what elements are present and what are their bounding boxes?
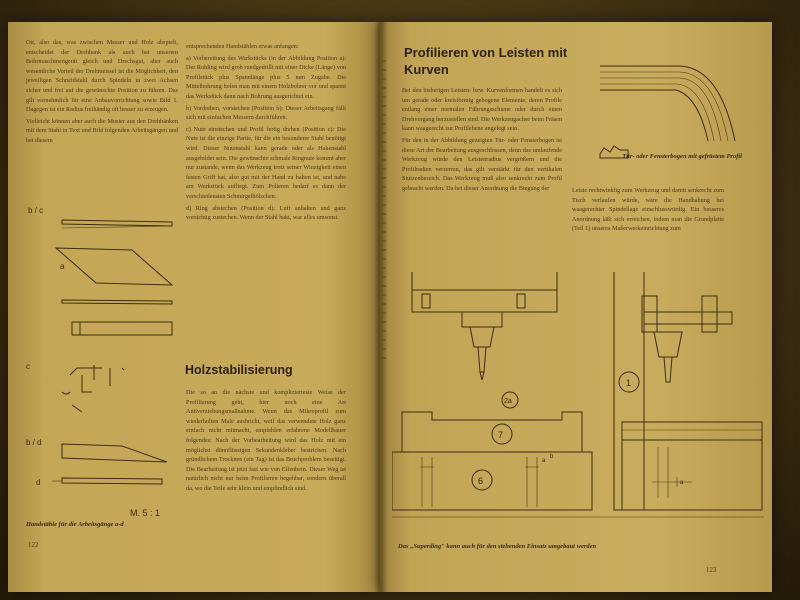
fig-label-a: a <box>60 262 65 271</box>
chuck <box>470 327 494 347</box>
arch-figure <box>570 56 750 166</box>
drill-bit <box>478 347 486 372</box>
label-a-2: a <box>680 480 684 486</box>
left-col1-para-2: Vielleicht können aber auch die Muster aus den Drehbänken mit dem Stahl in Text und Bild folgenden Arbeitsgängen und bei diesem <box>26 117 178 144</box>
tool-blade-bc-edge <box>62 226 172 228</box>
right-caption: Das „Superding" kann auch für den stehenden Einsatz umgebaut werden <box>398 543 597 550</box>
chuck-right <box>654 332 682 357</box>
tool-bar <box>62 300 172 304</box>
rod-right <box>658 447 668 498</box>
arch-outer <box>600 66 735 141</box>
left-col2-text <box>186 42 346 225</box>
tool-bar-d <box>62 478 162 484</box>
left-col2-para-0: entsprechenden Handstählen etwas anfangen: <box>186 43 299 50</box>
left-col2-para-2: b) Vordrehen, vorstechen (Position b): Dieser Arbeitsgang fällt sich mit einfachen Messern durchführen. <box>186 104 346 122</box>
fig-label-c: c <box>26 362 30 371</box>
label-2a: 2a <box>504 398 512 405</box>
crossbeam <box>412 290 557 312</box>
left-page-number: 122 <box>28 541 39 549</box>
arch-line-4 <box>600 84 714 141</box>
fig-scale-label: M. 5 : 1 <box>130 508 161 518</box>
right-col1-text <box>402 86 562 196</box>
left-col2-para-3: c) Nute einstechen und Profil fertig drehen (Position c): Die Nute ist die einzige Partie, für die ein besonderer Stahl benötigt wird. Dieser Nutenstahl kann gerade oder als Hakenstahl ausgebildet sein. Die gewünschte schmale Ringnute kommt aber nur zustande, wenn das Werkzeug trotz seiner Winzigkeit einen festen Griff hat, also gut mit der Hand zu halten ist, und nahe am Werkstück aufliegt. Zum Polieren bedarf es dann der verschiedensten Schmirgelhölzchen. <box>186 125 346 200</box>
left-col1-text <box>26 38 178 148</box>
arch-line-2 <box>600 72 728 141</box>
table-right <box>622 422 762 440</box>
tool-shaft <box>80 322 172 335</box>
label-b: b <box>550 454 554 460</box>
beam-clamps <box>422 294 525 308</box>
top-bar-left <box>412 272 557 290</box>
tool-blade-a <box>56 248 172 285</box>
left-col2b-para-0: Die so an die nächste und komplizierteste Weise der Profilierung geht, hier noch eine Art Antiverziehungsmaßnahme. Wenn das Mikroprofil zum wiederholten Male ausbricht, weil das verwendete Holz ganz einfach nicht mitmacht, empfehlen erfahrene Modellbauer folgendes: Nach der Vorbearbeitung wird das Holz mit ein möglichst dünnflüssigen Sekundenkleber bestrichen. Nach gründlichem Trocknen (ein Tag) ist das Bruchproblem beseitigt. Die Bearbeitung ist jetzt fast wie von Elfenbein. Dieser Weg ist natürlich nicht nur beim Profilieren begehbar, sondern überall da, wo die Teile sehr klein und empfindlich sind. <box>186 389 346 492</box>
left-col2-text-b <box>186 388 346 496</box>
arch-line-3 <box>600 78 721 141</box>
right-page-number: 123 <box>706 566 717 574</box>
left-col2-para-1: a) Vorbereitung des Werkstücks (in der Abbildung Position a): Der Rohling wird grob rundgedrillt mit einer Dicke (Länge) von Profilstück plus Spannlänge plus 5 mm Zugabe. Die Mittelbohrung holen man mit einem Holzbohrer vor und spannt das Werkstück dann nach Bohrung ausgerichtet ein. <box>186 54 346 100</box>
superding-figure <box>392 272 764 540</box>
label-6: 6 <box>478 476 484 486</box>
binding-holes <box>382 60 386 360</box>
drill-tip <box>480 372 484 380</box>
arm-brackets <box>642 296 717 332</box>
tool-blade-bd <box>62 444 167 462</box>
right-page-title: Profilieren von Leisten mit Kurven <box>404 45 568 77</box>
fig-label-bc: b / c <box>28 206 44 215</box>
label-7: 7 <box>498 430 504 440</box>
label-1: 1 <box>626 378 632 388</box>
left-col2-para-4: d) Ring abstechen (Position d): Luft anhalten und ganz vorsichtig zustechen. Wenn der Stahl hakt, war alles umsonst. <box>186 204 346 222</box>
right-col1-para-1: Für den in der Abbildung gezeigten Tür- oder Fensterbogen ist diese Art der Bearbeitung ausgeschlossen, denn das umlaufende Werkzeug würde den Leistenradius vergrößern und die Profilradien verzerren, das gilt verstärkt für den vertikalen Stutzenbereich. Das Werkzeug muß also senkrecht zum Profil gebracht werden. Da bei dieser Anordnung die Biegung der <box>402 136 562 192</box>
left-caption: Handstähle für die Arbeitsgänge a-d <box>26 521 124 528</box>
right-col2-para-0: Leiste rechtwinklig zum Werkzeug und damit senkrecht zum Tisch verlaufen würde, wäre die Handhabung bei waagerechter Spindellage einschlusswürdig. Ein besseres Anordnung läßt sich erreichen, indem man die Grundplatte (Teil 1) unseres Maßerwerkeinrichtung zum <box>572 187 724 233</box>
left-col1-para-1: Ott, also das, was zwischen Messer und Holz abspielt, entscheidet der Drehbank als auch bei unserem Bohrmaschinengerät gleich und Drechsgut, aber auch wesentliche Vorteil der Drehmeissel ist die Möglichkeit, den jeweiligen Schneidstahl durch Spindeln in zwei Achsen sicher und frei auf die gewünschte Position zu führen. Das gilt vornehmlich für eine Anbauvorrichtung sowie Bild 1. Dagegen ist ein Radius freihändig oft besser zu erzeugen. <box>26 39 178 114</box>
vertical-post <box>614 272 644 510</box>
holzstabilisierung-heading: Holzstabilisierung <box>185 363 293 377</box>
motor-mount <box>462 312 502 327</box>
drill-bit-right <box>664 357 672 382</box>
right-col1-para-0: Bei den bisherigen Leisten- bzw. Kurvenformen handelt es sich um gerade oder kreisförmig gebogene Elemente, deren Profile entlang einer normalen Führungsschiene oder durch einen Drehvorgang herzustellen sind. Die Werkzeugachse beim Fräsen kann waagerecht zur Profilebene angelegt sein. <box>402 87 562 133</box>
base-right <box>622 440 762 510</box>
tool-c-details <box>70 365 124 392</box>
fig-label-d: d <box>36 478 41 487</box>
right-col2-text <box>572 186 724 236</box>
arch-caption: Tür- oder Fensterbogen mit gefrästem Profil <box>622 153 742 160</box>
tool-c-hook <box>62 392 82 412</box>
fig-label-bd: b / d <box>26 438 42 447</box>
arch-inner <box>600 90 708 141</box>
handstaehle-figure <box>22 200 182 525</box>
tool-blade-bc <box>62 220 172 226</box>
tool-tip <box>72 322 80 335</box>
label-a-1: a <box>542 458 546 464</box>
